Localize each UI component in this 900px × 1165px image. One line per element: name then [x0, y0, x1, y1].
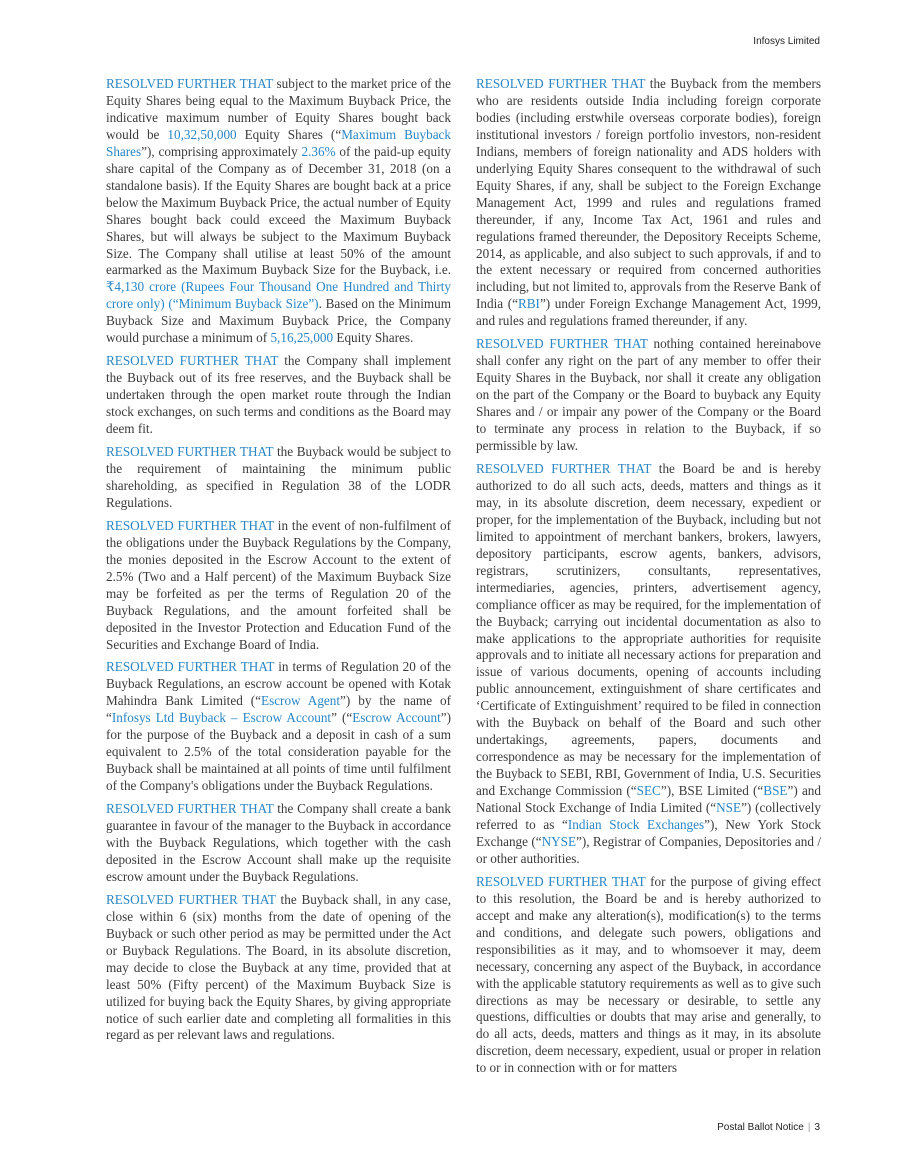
highlighted-text: RESOLVED FURTHER THAT: [476, 336, 648, 352]
highlighted-text: RESOLVED FURTHER THAT: [476, 76, 646, 91]
resolution-paragraph: [476, 461, 821, 868]
highlighted-text: RESOLVED FURTHER THAT: [106, 76, 274, 91]
footer-doc-title: Postal Ballot Notice: [717, 1122, 804, 1133]
resolution-paragraph: [476, 336, 821, 455]
body-text: the Buyback shall, in any case, close within 6 (six) months from the date of opening of the Buyback or such other period as may be permitted under the Act or Buyback Regulations. The Board, in its absolute discretion, may decide to close the Buyback at any time, provided that at least 50% (Fifty percent) of the Maximum Buyback Size is utilized for buying back the Equity Shares, by giving appropriate notice of such earlier date and completing all formalities in this regard as per relevant laws and regulations.: [106, 891, 452, 1043]
body-text: nothing contained hereinabove shall confer any right on the part of any member to offer their Equity Shares in the Buyback, nor shall it create any obligation on the part of the Company or the Board to buyback any Equity Shares and / or impair any power of the Company or the Board to terminate any process in relation to the Buyback, if so permissible by law.: [476, 336, 821, 454]
highlighted-text: RESOLVED FURTHER THAT: [106, 444, 274, 460]
resolution-paragraph: [476, 76, 821, 330]
body-text: of the paid-up equity share capital of the Company as of December 31, 2018 (on a standalone basis). If the Equity Shares are bought back at a price below the Maximum Buyback Price, the actual number of Equity Shares bought back could exceed the Maximum Buyback Shares, but will always be subject to the Maximum Buyback Size. The Company shall utilise at least 50% of the amount earmarked as the Maximum Buyback Size for the Buyback, i.e.: [106, 143, 451, 278]
highlighted-text: 2.36%: [301, 143, 336, 159]
resolution-paragraph: [106, 801, 451, 886]
body-text: the Buyback from the members who are residents outside India including foreign corporate bodies (including erstwhile overseas corporate bodies), foreign institutional investors / foreign portfolio investors, non-resident Indians, members of foreign nationality and ADS holders with underlying Equity Shares consequent to the withdrawal of such Equity Shares, if any, shall be subject to the Foreign Exchange Management Act, 1999 and rules and regulations framed thereunder, if any, Income Tax Act, 1961 and rules and regulations framed thereunder, the Depository Receipts Scheme, 2014, as applicable, and also subject to such approvals, if and to the extent necessary or required from concerned authorities including, but not limited to, approvals from the Reserve Bank of India (“: [476, 76, 822, 312]
highlighted-text: NSE: [716, 800, 742, 816]
footer-separator: |: [807, 1122, 811, 1133]
highlighted-text: 5,16,25,000: [270, 330, 334, 346]
highlighted-text: RESOLVED FURTHER THAT: [106, 659, 275, 675]
highlighted-text: ₹4,130 crore (Rupees Four Thousand One Hundred and Thirty crore only) (“Minimum Buyback Size”): [106, 279, 451, 312]
body-text: ”) for the purpose of the Buyback and a deposit in cash of a sum equivalent to 2.5% of the total consideration payable for the Buyback shall be maintained at all points of time until fulfilment of the Company's obligations under the Buyback Regulations.: [106, 710, 451, 794]
highlighted-text: RESOLVED FURTHER THAT: [106, 353, 279, 369]
body-text: the Buyback would be subject to the requirement of maintaining the minimum public shareholding, as specified in Regulation 38 of the LODR Regulations.: [106, 444, 451, 510]
body-text: ”) and National Stock Exchange of India Limited (“: [476, 783, 821, 816]
highlighted-text: RESOLVED FURTHER THAT: [106, 517, 274, 533]
right-column: [476, 76, 821, 1083]
body-text: in terms of Regulation 20 of the Buyback Regulations, an escrow account be opened with Kotak Mahindra Bank Limited (“: [106, 659, 451, 709]
resolution-paragraph: [106, 353, 451, 438]
highlighted-text: RESOLVED FURTHER THAT: [476, 460, 652, 476]
highlighted-text: NYSE: [541, 833, 577, 849]
resolution-paragraph: [106, 76, 451, 347]
body-text: ”), BSE Limited (“: [660, 783, 764, 799]
highlighted-text: Escrow Account: [352, 710, 441, 726]
body-text: ”), comprising approximately: [141, 143, 302, 159]
body-text: the Company shall implement the Buyback out of its free reserves, and the Buyback shall be undertaken through the open market route through the Indian stock exchanges, on such terms and conditions as the Board may deem fit.: [106, 353, 452, 437]
highlighted-text: RESOLVED FURTHER THAT: [106, 801, 274, 817]
body-text: Equity Shares (“: [236, 126, 342, 142]
body-text: ”) by the name of “: [106, 693, 452, 726]
highlighted-text: Indian Stock Exchanges: [567, 816, 705, 832]
footer-page-number: 3: [814, 1122, 820, 1133]
highlighted-text: 10,32,50,000: [167, 126, 237, 142]
body-text: ”) under Foreign Exchange Management Act, 1999, and rules and regulations framed thereunder, if any.: [476, 296, 821, 329]
body-text: ” (“: [331, 710, 353, 726]
body-text: in the event of non-fulfilment of the obligations under the Buyback Regulations by the Company, the monies deposited in the Escrow Account to the extent of 2.5% (Two and a Half percent) of the Maximum Buyback Size may be forfeited as per the terms of Regulation 20 of the Buyback Regulations, and the amount forfeited shall be deposited in the Investor Protection and Education Fund of the Securities and Exchange Board of India.: [106, 517, 451, 652]
highlighted-text: RESOLVED FURTHER THAT: [106, 891, 276, 907]
body-text: the Board be and is hereby authorized to do all such acts, deeds, matters and things as it may, in its absolute discretion, deem necessary, expedient or proper, for the implementation of the Buyback, including but not limited to appointment of merchant bankers, brokers, lawyers, depository participants, escrow agents, bankers, advisors, registrars, scrutinizers, consultants, representatives, intermediaries, agencies, printers, advertisement agency, compliance officer as may be required, for the implementation of the Buyback; carrying out incidental documentation as also to make applications to the appropriate authorities for requisite approvals and to initiate all necessary actions for preparation and issue of various documents, opening of accounts including public announcement, extinguishment of share certificates and ‘Certificate of Extinguishment’ required to be filed in connection with the Buyback on behalf of the Board and such other undertakings, agreements, papers, documents and correspondence as may be necessary for the implementation of the Buyback to SEBI, RBI, Government of India, U.S. Securities and Exchange Commission (“: [476, 460, 821, 799]
body-text: Equity Shares.: [333, 330, 414, 346]
page-header-company: Infosys Limited: [753, 36, 820, 47]
body-text: ”), Registrar of Companies, Depositories and / or other authorities.: [476, 833, 821, 866]
resolution-paragraph: [476, 874, 821, 1077]
resolution-paragraph: [106, 444, 451, 512]
body-text: subject to the market price of the Equity Shares being equal to the Maximum Buyback Price, the indicative maximum number of Equity Shares bought back would be: [106, 76, 451, 142]
highlighted-text: RBI: [517, 296, 540, 312]
resolution-paragraph: [106, 892, 451, 1045]
highlighted-text: Escrow Agent: [261, 693, 341, 709]
highlighted-text: RESOLVED FURTHER THAT: [476, 873, 646, 889]
body-text: the Company shall create a bank guarantee in favour of the manager to the Buyback in accordance with the Buyback Regulations, which together with the cash deposited in the Escrow Account shall make up the requisite escrow amount under the Buyback Regulations.: [106, 801, 451, 884]
body-text: for the purpose of giving effect to this resolution, the Board be and is hereby authorized to accept and make any alteration(s), modification(s) to the terms and conditions, and delegate such powers, obligations and responsibilities as it may, and to whomsoever it may, deem necessary, concerning any aspect of the Buyback, in accordance with the applicable statutory requirements as well as to give such directions as may be necessary or desirable, to settle any questions, difficulties or doubts that may arise and generally, to do all acts, deeds, matters and things as it may, in its absolute discretion, deem necessary, expedient, usual or proper in relation to or in connection with or for matters: [476, 873, 821, 1076]
body-text: ”), New York Stock Exchange (“: [476, 816, 821, 849]
highlighted-text: BSE: [763, 783, 788, 799]
page-footer: [717, 1122, 820, 1133]
resolution-paragraph: [106, 659, 451, 795]
body-text: . Based on the Minimum Buyback Size and Maximum Buyback Price, the Company would purchase a minimum of: [106, 296, 451, 346]
resolution-paragraph: [106, 518, 451, 654]
left-column: [106, 76, 451, 1050]
highlighted-text: Infosys Ltd Buyback – Escrow Account: [111, 710, 332, 726]
body-text: ”) (collectively referred to as “: [476, 800, 821, 832]
highlighted-text: Maximum Buyback Shares: [106, 126, 452, 159]
highlighted-text: SEC: [636, 783, 661, 799]
